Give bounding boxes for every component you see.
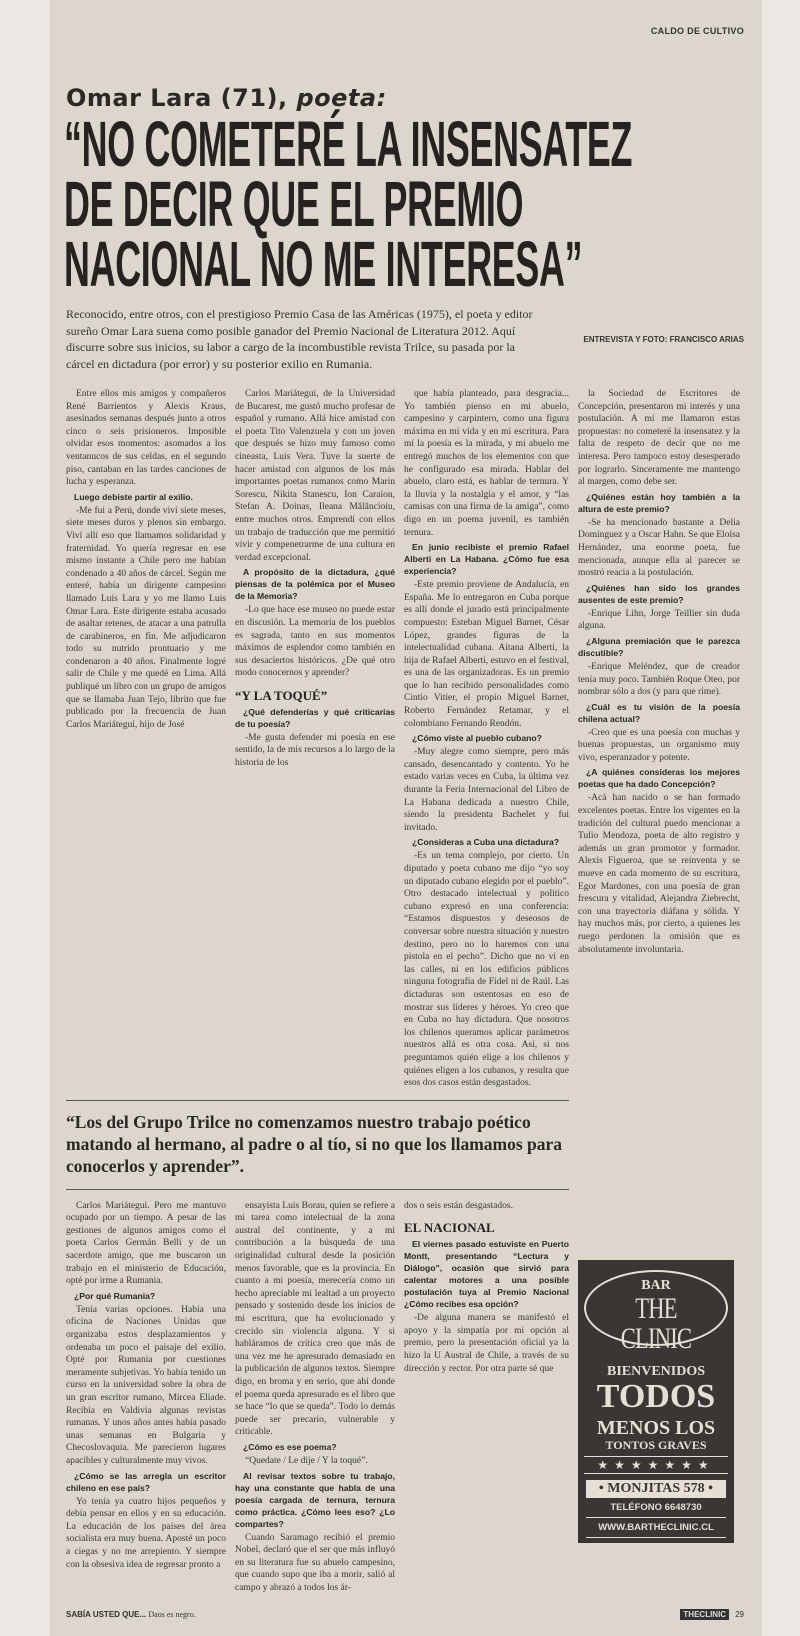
article-column-4	[578, 388, 740, 956]
interview-question: ¿Cuál es tu visión de la poesía chilena actual?	[578, 701, 740, 724]
subheading: “Y LA TOQUÉ”	[235, 687, 328, 703]
interview-question: Luego debiste partir al exilio.	[74, 491, 193, 502]
ad-logo-oval	[584, 1270, 728, 1355]
bar-the-clinic-ad	[578, 1260, 734, 1543]
kicker-role: poeta:	[296, 84, 387, 112]
article-column-3	[404, 388, 569, 1090]
paragraph: -Se ha mencionado bastante a Delia Domínguez y a Oscar Hahn. Se que Eloísa Hernández, una enorme poeta, fue mencionada, aunque ella al parecer se mostró reacia a la postulación.	[578, 517, 740, 579]
paragraph: Tenía varias opciones. Había una oficina de Naciones Unidas que organizaba estos desplazamientos y ordenaba un poco el paisaje del exilio. Opté por Rumania por cuestiones meramente subjetivas. Yo había tenido un curso en la universidad sobre la obra de un gran escritor rumano, Mircea Eliade. Recibía en Valdivia algunas revistas rumanas. Y unos años antes había pasado unas semanas en Bulgaria y Checoslovaquia. Me parecieron lugares apacibles y culturalmente muy vivos.	[66, 1304, 226, 1466]
headline	[64, 108, 680, 300]
pull-quote: “Los del Grupo Trilce no comenzamos nuestro trabajo poético matando al hermano, al padre o al tío, si no que los llamamos para conocerlos y aprender”.	[66, 1100, 569, 1190]
paragraph: -Me gusta defender mi poesía en ese sentido, la de mis recursos a lo largo de la historia de los	[235, 732, 395, 769]
publication-logo: THECLINIC	[680, 1609, 729, 1620]
ad-line: TODOS	[596, 1377, 716, 1415]
interview-question: ¿Qué defenderías y qué criticarías de tu poesía?	[235, 706, 395, 729]
paragraph: -Muy alegre como siempre, pero más cansado, desencantado y contento. Yo he estado varias veces en Cuba, la última vez durante la Feria Internacional del Libro de La Habana dedicada a nuestro Chile, siendo la presidenta Bachelet y fui invitado.	[404, 747, 569, 833]
article-column-1-lower	[66, 1200, 226, 1571]
page-number: 29	[735, 1609, 744, 1619]
interview-question: ¿A quiénes consideras los mejores poetas que ha dado Concepción?	[578, 767, 740, 790]
paragraph: -Enrique Meléndez, que de creador tenía muy poco. También Roque Oteo, por nombrar sólo a dos (y para que rime).	[578, 661, 740, 698]
paragraph: Carlos Mariátegui, de la Universidad de Bucarest, me gustó mucho profesar de español y rumano. Allá hice amistad con el poeta Tito Valenzuela y con un joven que después se hizo muy famoso como cineasta, Luis Vera. Tuve la suerte de hacer amistad con algunos de los más importantes poetas rumanos como Marin Sorescu, Nikita Stanescu, Ion Caraion, Stefan A. Doinas, Ileana Mălăncioiu, entre muchos otros. Emprendí con ellos un trabajo de traducción que me permitió vivir y compenetrarme de una cultura en verdad excepcional.	[235, 389, 395, 563]
paragraph: -Acá han nacido o se han formado excelentes poetas. Entre los vigentes en la tradición del cultural puedo mencionar a Tulio Mendoza, poeta de alto registro y además un gran promotor y formador. Alexis Figueroa, que se reinventa y se mueve en cada momento de su escritura, Egor Mardones, con una poesía de gran frescura y vitalidad, Alejandra Ziebrecht, con una trayectoria diáfana y sólida. Y hay muchos más, por cierto, a quienes les ruego perdonen la omisión que es absolutamente involuntaria.	[578, 793, 740, 955]
interview-question: ¿Cómo es ese poema?	[243, 1441, 337, 1452]
paragraph: -Creo que es una poesía con muchas y buenas propuestas, un organismo muy vivo, esperanzador y potente.	[578, 727, 740, 763]
el-nacional-section	[404, 1220, 569, 1375]
headline-line: “NO COMETERÉ LA INSENSATEZ	[64, 108, 633, 180]
footer-trivia	[66, 1610, 680, 1619]
ad-bar: BAR	[641, 1277, 671, 1293]
article-column-1	[66, 388, 226, 731]
interview-question: El viernes pasado estuviste en Puerto Montt, presentando “Lectura y Diálogo”, ocasión que sirvió para calentar motores a una posible postulación tuya al Premio Nacional ¿Cómo recibes esa opción?	[404, 1239, 569, 1310]
ad-line: BIENVENIDOS	[606, 1363, 706, 1379]
article-body	[66, 388, 744, 1595]
ad-website: WWW.BARTHECLINIC.CL	[586, 1522, 726, 1538]
paragraph: “Quedate / Le dije / Y la toqué”.	[245, 1455, 368, 1466]
ad-line: TONTOS GRAVES	[605, 1437, 707, 1452]
ad-phone: TELÉFONO 6648730	[586, 1502, 726, 1518]
star-icons: ★★★★★★★	[584, 1456, 728, 1474]
paragraph: ensayista Luis Borau, quien se refiere a mi tarea como intelectual de la zona austral del continente, y a mi contribución a la búsqueda de una originalidad cultural desde la posición menos favorable, que es la provincia. En cuanto a mi poesía, merecería como un hecho apreciable mi lealtad a un proyecto pensado y sostenido desde los inicios de mi escritura, que ha evolucionado y crecido sin violencia alguna. Y si habláramos de crítica creo que más de una vez me he apresurado demasiado en la publicación de algunos textos. Siempre digo, en broma y en serio, que ahí donde el poema queda apresurado es el libro que se hace “lo que se queda”. Todo lo demás puede ser precario, vulnerable y criticable.	[235, 1200, 395, 1438]
interview-question: ¿Consideras a Cuba una dictadura?	[412, 837, 560, 848]
interview-question: Al revisar textos sobre tu trabajo, hay una constante que habla de una poesía cargada de ternura, ternura como práctica. ¿Cómo lees eso? ¿Lo compartes?	[235, 1470, 395, 1529]
section-tag: CALDO DE CULTIVO	[650, 26, 744, 36]
paragraph: Entre ellos mis amigos y compañeros René Barrientos y Alexis Kraus, asesinados semanas después junto a otros cinco o seis prisioneros. Imposible olvidar esos momentos: asomados a los ventanucos de sus celdas, en el segundo piso, cantaban en las tardes canciones de lucha y esperanza.	[66, 389, 226, 488]
interview-question: ¿Por qué Rumania?	[74, 1290, 156, 1301]
paragraph: -Lo que hace ese museo no puede estar en discusión. La memoria de los pueblos es sagrada, tanto en sus momentos máximos de esplendor como también en sus desaciertos históricos. ¿De qué otro modo conocernos y aprender?	[235, 605, 395, 679]
paragraph: dos o seis están desgastados.	[404, 1200, 513, 1211]
paragraph: que había planteado, para desgracia... Yo también pienso en mi abuelo, campesino y carpintero, como una figura máxima en mi vida y en mi escritura. Para mí la poesía es la mirada, y mi abuelo me entregó muchos de los elementos con que he configurado esa mirada. Hablar del abuelo, claro está, es hablar de ternura. Y la lluvia y la nostalgia y el amor, y “las camisas con una firma de la amiga”, como digo en un poema juvenil, es también ternura.	[404, 389, 569, 538]
headline-line: DE DECIR QUE EL PREMIO	[64, 168, 524, 240]
article-column-2	[235, 388, 395, 770]
interview-question: ¿Quiénes están hoy también a la altura de este premio?	[578, 491, 740, 514]
footer-label: SABÍA USTED QUE...	[66, 1609, 147, 1619]
paragraph: -De alguna manera se manifestó el apoyo y la simpatía por mi opción al premio, pero la presentación oficial ya la hizo la U Austral de Chile, a través de su dirección y rector. Por otra parte sé que	[404, 1313, 569, 1374]
subheading: EL NACIONAL	[404, 1220, 495, 1236]
interview-question: En junio recibiste el premio Rafael Alberti en La Habana. ¿Cómo fue esa experiencia?	[404, 542, 569, 577]
article-column-2-lower	[235, 1200, 395, 1595]
paragraph: Cuando Saramago recibió el premio Nobel, declaró que el ser que más influyó en su literatura fue su abuelo campesino, que cuando supo que iba a morir, salió al campo y abrazó a todos los ár-	[235, 1532, 395, 1593]
headline-area	[64, 108, 744, 300]
paragraph: Carlos Mariátegui. Pero me mantuvo ocupado por un tiempo. A pesar de las gestiones de algunos amigos como el poeta Carlos Germán Belli y de un sacerdote amigo, que me buscaron un trabajo en el ministerio de Educación, opté por irme a Rumania.	[66, 1200, 226, 1287]
intro-row	[66, 306, 744, 372]
interview-question: ¿Cómo viste al pueblo cubano?	[412, 733, 542, 744]
page-footer	[66, 1609, 744, 1620]
paragraph: Yo tenía ya cuatro hijos pequeños y debía pensar en ellos y en su educación. La educación de los países del área socialista era muy buena. Aposté un poco a ciegas y no me arrepiento. Y siempre con la obsesiva idea de regresar pronto a	[66, 1496, 226, 1570]
newspaper-page	[50, 0, 762, 1636]
interview-question: ¿Quiénes han sido los grandes ausentes de este premio?	[578, 582, 740, 605]
paragraph: -Enrique Lihn, Jorge Teillier sin duda alguna.	[578, 608, 740, 632]
interview-question: ¿Cómo se las arregla un escritor chileno en ese país?	[66, 1470, 226, 1493]
interview-question: ¿Alguna premiación que le parezca discutible?	[578, 635, 740, 658]
ad-name: THE CLINIC	[620, 1291, 692, 1355]
paragraph: -Es un tema complejo, por cierto. Un diputado y poeta cubano me dijo “yo soy un diputado cubano elegido por el pueblo”. Otro destacado intelectual y político cubano expresó en una conferencia: “Estamos dispuestos y deseosos de conversar sobre nuestra situación y nuestro destino, pero no lo haremos con una pistola en el pecho”. Dicho que no vi en las calles, ni en los edificios públicos ninguna fotografía de Fidel ni de Raúl. Las dictaduras son ostentosas en eso de mostrar sus líderes y héroes. Yo creo que en Cuba no hay dictadura. Que nosotros los chilenos queramos aplicar parámetros nuestros allá es otra cosa. Así, si nos preguntamos quién elige a los chilenos y quiénes eligen a los cubanos, y resulta que esos dos casos están desgastados.	[404, 851, 569, 1089]
byline: ENTREVISTA Y FOTO: FRANCISCO ARIAS	[583, 334, 744, 344]
paragraph: -Este premio proviene de Andalucía, en España. Me lo entregaron en Cuba porque es allí donde el jurado está principalmente compuesto: Esteban Miguel Barnet, César López, grandes figuras de la intelectualidad cubana. Aitana Alberti, la hija de Rafael Alberti, estuvo en el festival, es una de las organizadoras. Es un premio que lo han recibido personalidades como Cintio Vitier, el propio Miguel Barnet, Roberto Fernández Retamar, y el colombiano Fernando Rendón.	[404, 580, 569, 729]
interview-question: A propósito de la dictadura, ¿qué piensas de la polémica por el Museo de la Memoria?	[235, 567, 395, 602]
ad-line: MENOS LOS	[596, 1416, 716, 1439]
footer-text: Daos es negro.	[148, 1609, 196, 1619]
paragraph: -Me fui a Perú, donde viví siete meses, siete meses duros y plenos sin embargo. Viví allí eso que llamamos solidaridad y fraternidad. Yo quería regresar en ese mismo instante a Chile pero me habían condenado a 40 años de cárcel. Según me enteré, había un dirigente campesino llamado Luis Lara y yo me llamo Luis Omar Lara. Este dirigente estaba acusado de asaltar retenes, de atacar a una patrulla de carabineros, en fin. Me adjudicaron todo su nutrido prontuario y me condenaron a 40 años. Finalmente logré salir de Chile y me quedé en Lima. Allá publiqué un libro con un grupo de amigos que se llamaba Juan Tejo, librito que fue publicado por la frecuencia de Juan Carlos Mariátegui, hijo de José	[66, 505, 226, 730]
article-column-3-lower	[404, 1200, 569, 1376]
intro-paragraph: Reconocido, entre otros, con el prestigioso Premio Casa de las Américas (1975), el poeta y editor sureño Omar Lara suena como posible ganador del Premio Nacional de Literatura 2012. Aquí discurre sobre sus inicios, su labor a cargo de la incombustible revista Trilce, su pasada por la cárcel en dictadura (por error) y su posterior exilio en Rumania.	[66, 307, 533, 371]
paragraph: la Sociedad de Escritores de Concepción, presentaron mi interés y una postulación. A mí me llamaron estas propuestas: no cometeré la insensatez y la falta de respeto de decir que no me interesa. Pero tampoco estoy desesperado por lograrlo. Sinceramente me mantengo al margen, como debe ser.	[578, 389, 740, 488]
kicker-name: Omar Lara (71),	[66, 84, 288, 112]
headline-line: NACIONAL NO ME INTERESA”	[64, 228, 583, 300]
ad-address: • MONJITAS 578 •	[586, 1480, 726, 1498]
